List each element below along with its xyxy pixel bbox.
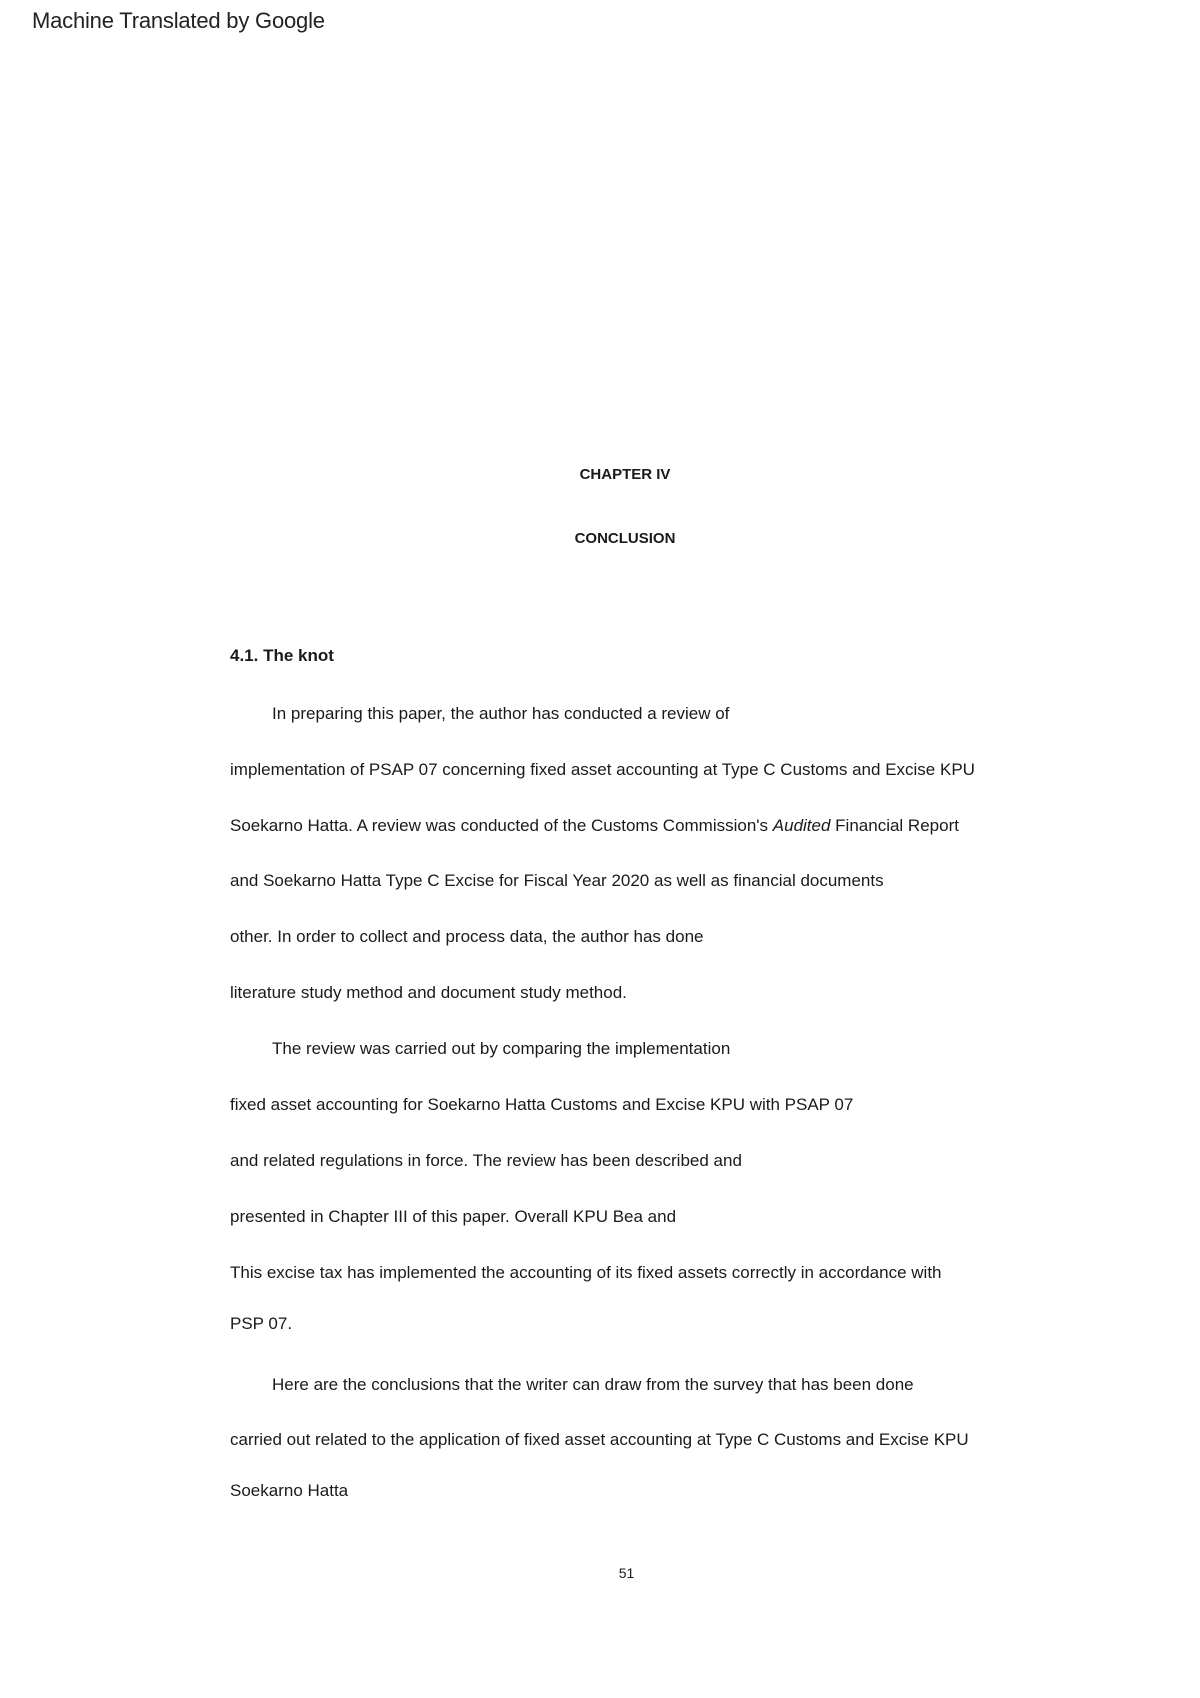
italic-term: Audited [772,816,831,835]
paragraph-line: Here are the conclusions that the writer can draw from the survey that has been done [272,1375,914,1394]
paragraph-line: PSP 07. [230,1314,293,1333]
chapter-title: CONCLUSION [574,530,676,547]
paragraph-line: and Soekarno Hatta Type C Excise for Fiscal Year 2020 as well as financial documents [230,871,884,890]
paragraph-line-with-italic [230,816,959,836]
page-number: 51 [618,1565,635,1581]
paragraph-line: implementation of PSAP 07 concerning fixed asset accounting at Type C Customs and Excise KPU [230,760,975,779]
paragraph-line: literature study method and document study method. [230,983,627,1002]
paragraph-line: presented in Chapter III of this paper. Overall KPU Bea and [230,1207,677,1226]
paragraph-line: In preparing this paper, the author has conducted a review of [272,704,730,723]
paragraph-line: carried out related to the application of fixed asset accounting at Type C Customs and Excise KPU [230,1430,969,1449]
paragraph-line: The review was carried out by comparing the implementation [272,1039,731,1058]
section-heading: 4.1. The knot [230,646,334,665]
line-text-after: Financial Report [830,816,959,835]
machine-translation-banner: Machine Translated by Google [32,8,325,33]
paragraph-line: fixed asset accounting for Soekarno Hatta Customs and Excise KPU with PSAP 07 [230,1095,854,1114]
chapter-number: CHAPTER IV [579,466,671,483]
paragraph-line: other. In order to collect and process data, the author has done [230,927,704,946]
paragraph-line: and related regulations in force. The review has been described and [230,1151,742,1170]
paragraph-line: Soekarno Hatta [230,1481,349,1500]
line-text-before: Soekarno Hatta. A review was conducted of the Customs Commission's [230,816,773,835]
paragraph-line: This excise tax has implemented the accounting of its fixed assets correctly in accordance with [230,1263,942,1282]
